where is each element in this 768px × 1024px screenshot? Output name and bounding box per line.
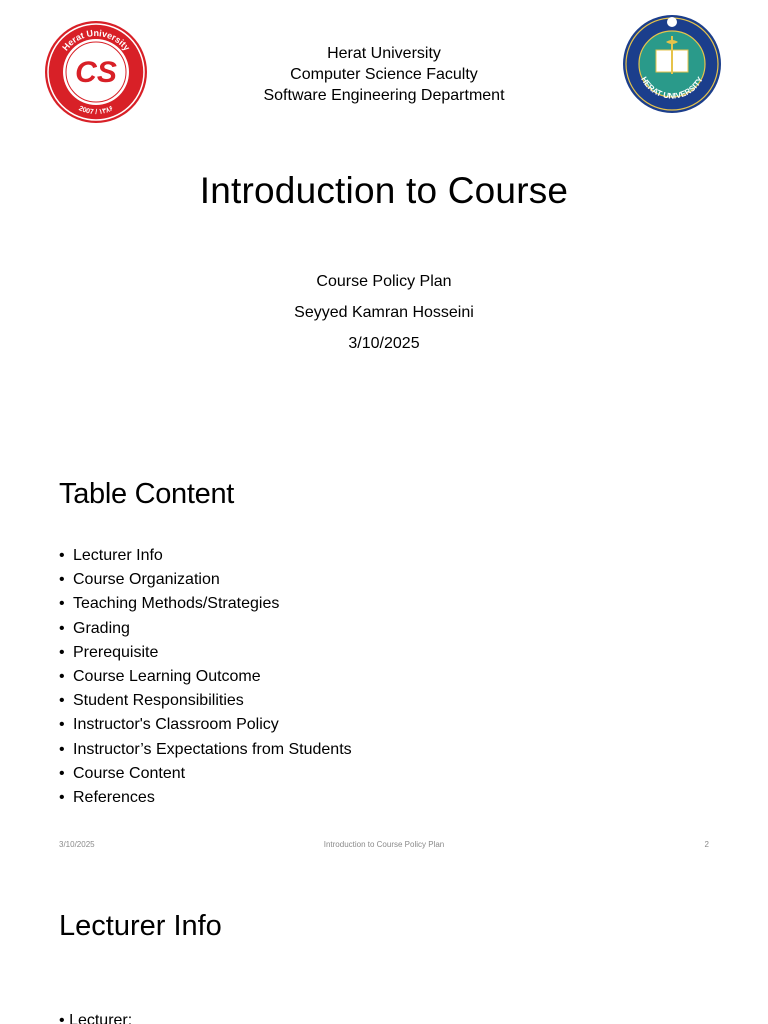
bullet: •	[59, 692, 65, 710]
slide-main-title: Introduction to Course	[199, 170, 569, 211]
lecturer-info-slide	[0, 870, 768, 1024]
footer-title: Introduction to Course Policy Plan	[323, 840, 445, 849]
footer-page-number: 2	[704, 840, 709, 849]
faculty-name: Computer Science Faculty	[290, 66, 478, 83]
subtitle-block	[0, 271, 768, 364]
bullet: •	[59, 1012, 65, 1024]
bullet: •	[59, 547, 65, 564]
list-item: • Teaching Methods/Strategies	[59, 593, 352, 617]
footer-date: 3/10/2025	[59, 840, 95, 849]
list-item: • Course Learning Outcome	[59, 666, 352, 690]
list-item: • Instructor’s Expectations from Students	[59, 739, 352, 763]
svg-text:CS: CS	[75, 56, 117, 89]
list-item	[59, 1012, 132, 1024]
bullet: •	[59, 667, 65, 685]
list-item: • Course Content	[59, 763, 352, 787]
bullet: •	[59, 740, 65, 758]
institution-header	[0, 43, 768, 106]
bullet: •	[59, 788, 65, 806]
list-item: • References	[59, 787, 352, 811]
list-item: • Instructor's Classroom Policy	[59, 714, 352, 738]
bullet: •	[59, 595, 65, 613]
subtitle-author: Seyyed Kamran Hosseini	[294, 304, 474, 321]
svg-text:2007 / ۱۳۸۶: 2007 / ۱۳۸۶	[77, 105, 115, 117]
department-name: Software Engineering Department	[263, 87, 505, 104]
bullet: •	[59, 716, 65, 734]
table-content-list	[59, 545, 352, 811]
bullet: •	[59, 619, 65, 637]
table-content-slide	[0, 430, 768, 860]
list-item: • Student Responsibilities	[59, 690, 352, 714]
list-item: • Lecturer Info	[59, 545, 352, 569]
bullet: •	[59, 643, 65, 661]
lecturer-label: Lecturer:	[69, 1012, 133, 1024]
bullet: •	[59, 571, 65, 589]
bullet: •	[59, 764, 65, 782]
university-name: Herat University	[327, 45, 441, 62]
list-item: • Grading	[59, 618, 352, 642]
list-item: • Course Organization	[59, 569, 352, 593]
slide-title: Lecturer Info	[59, 910, 222, 942]
slide-title: Table Content	[59, 478, 235, 510]
title-slide	[0, 0, 768, 420]
subtitle-course-policy: Course Policy Plan	[316, 273, 452, 290]
subtitle-date: 3/10/2025	[348, 335, 420, 352]
svg-text:Herat University: Herat University	[60, 27, 132, 53]
svg-text:HERAT UNIVERSITY: HERAT UNIVERSITY	[639, 75, 705, 101]
list-item: • Prerequisite	[59, 642, 352, 666]
